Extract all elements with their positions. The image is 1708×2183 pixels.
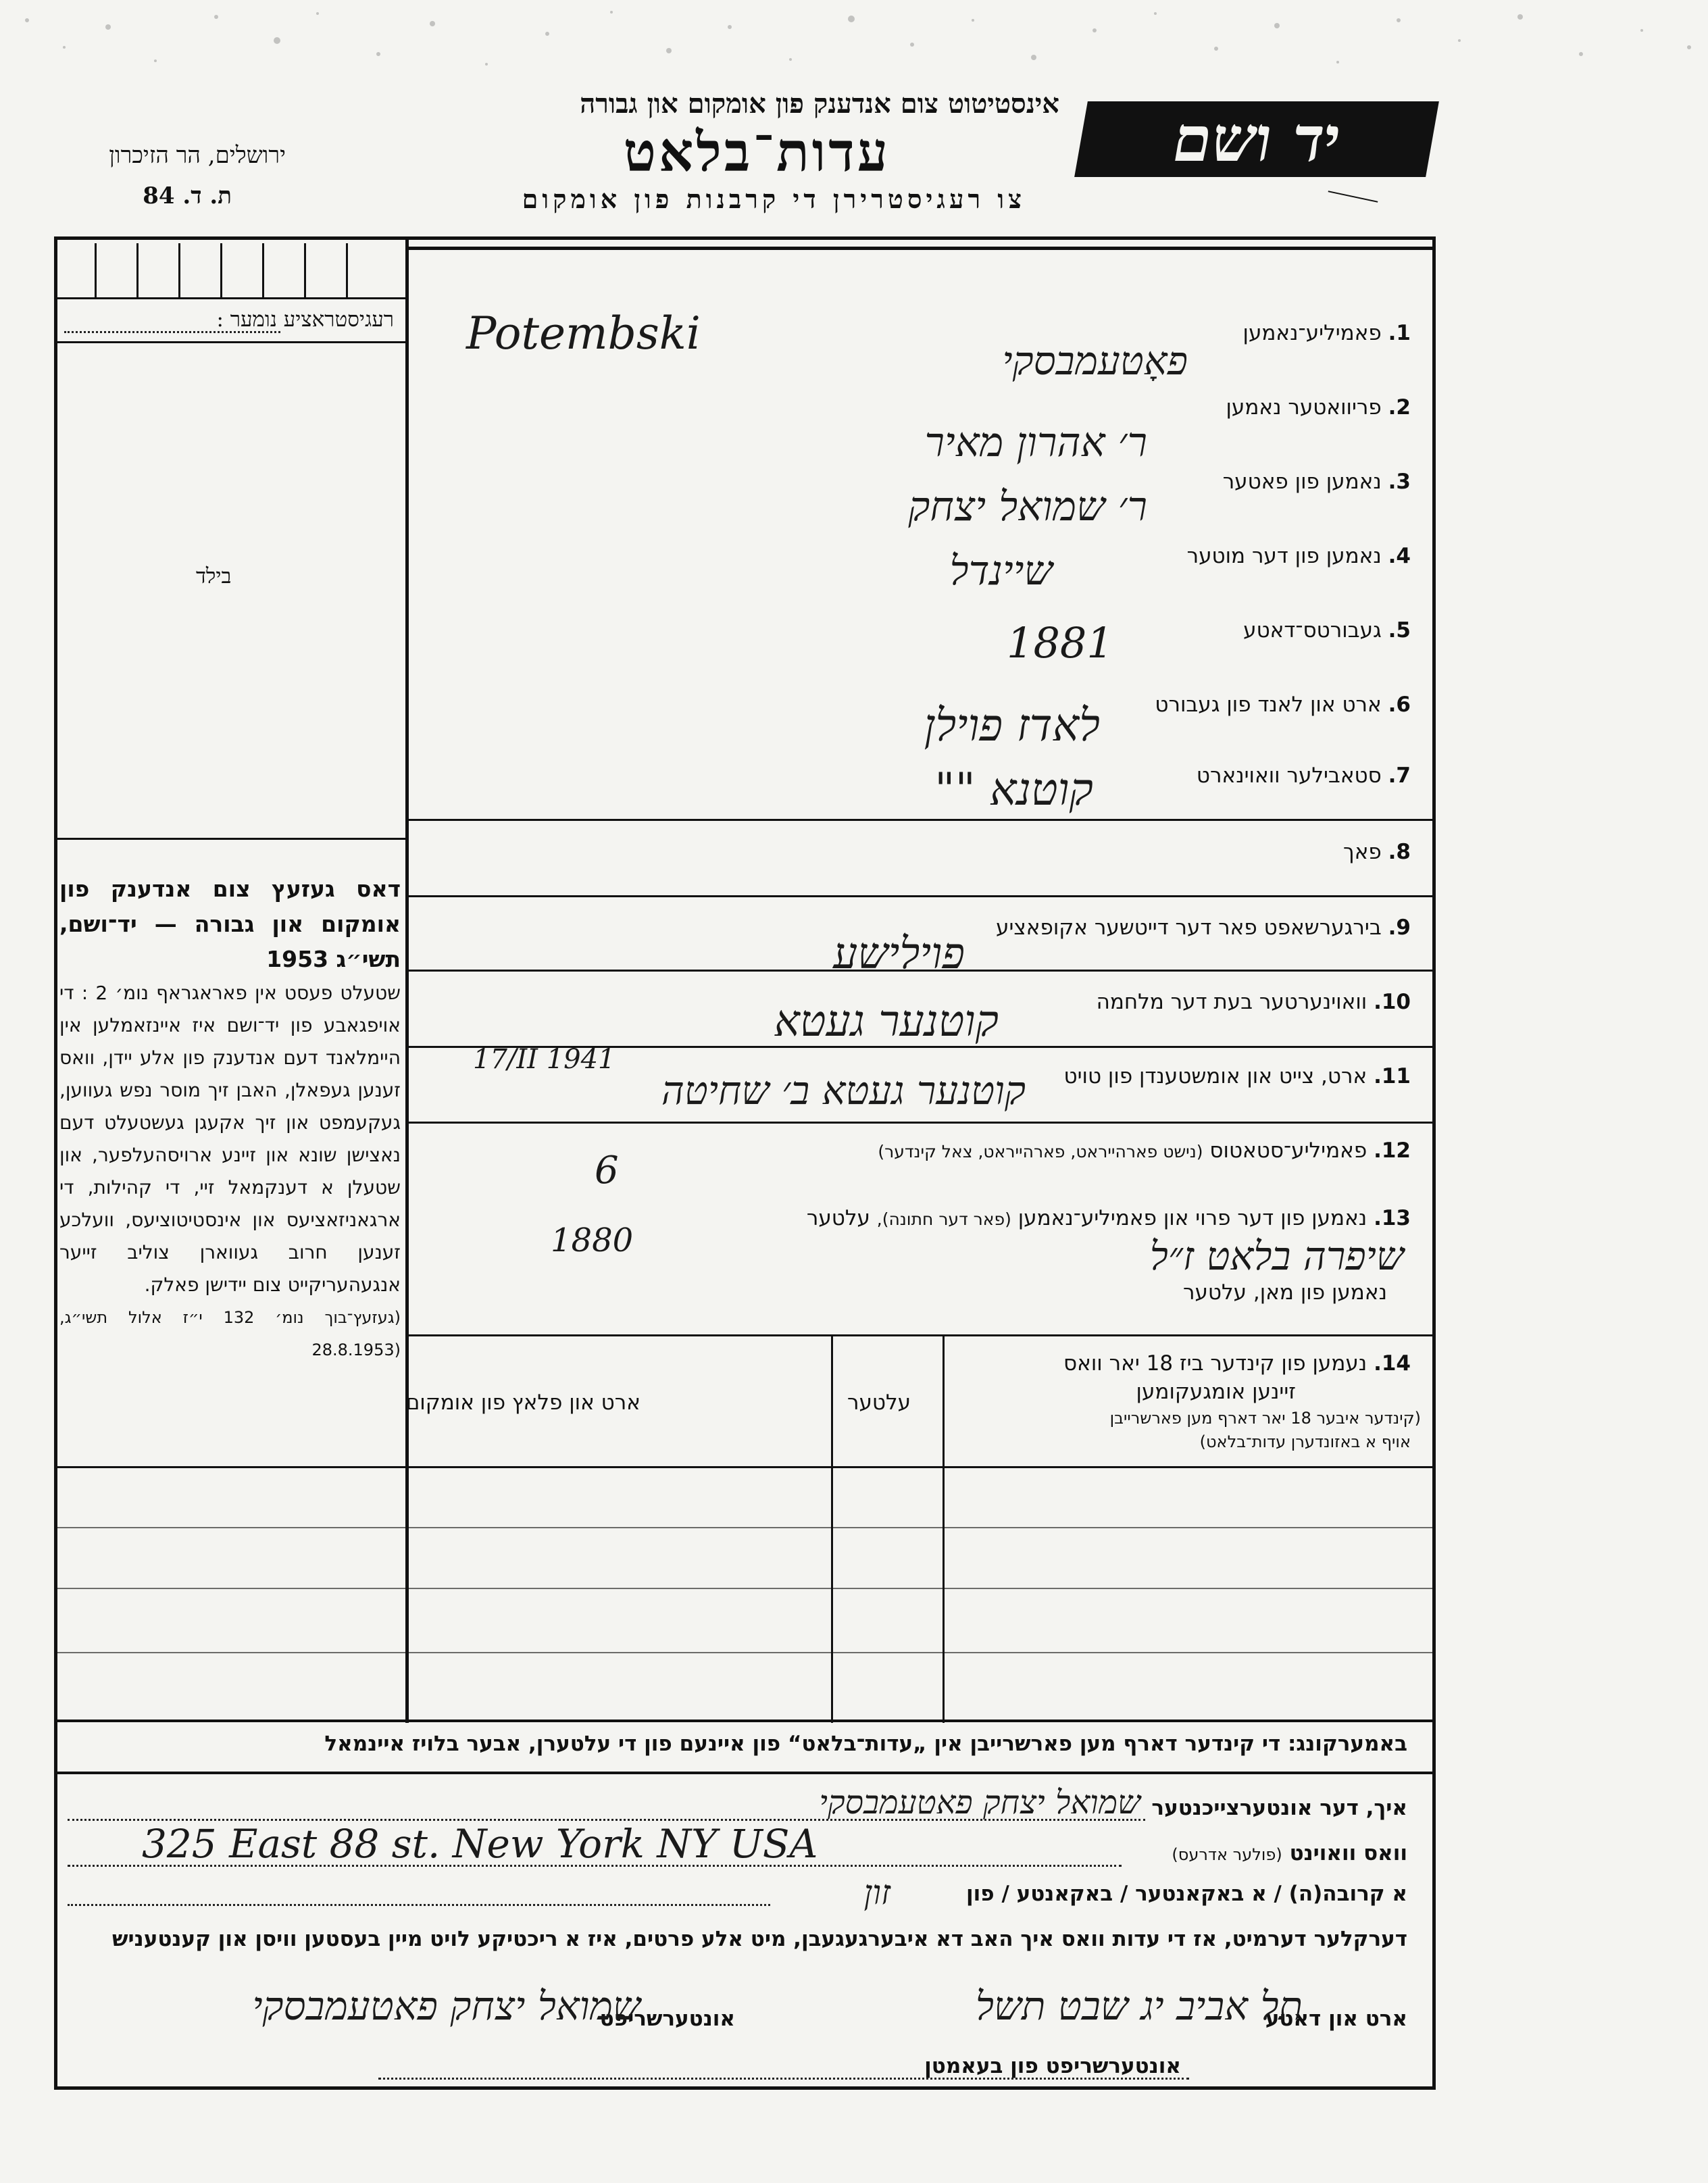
official-signature-label: אונטערשריפט פון בעאמטן [924, 2054, 1181, 2078]
field-label: נאמען פון דער מוטער [1186, 544, 1382, 568]
field-label: וואוינערטער בעת דער מלחמה [1096, 990, 1367, 1014]
field-label: נאמען פון פאטער [1222, 470, 1382, 494]
field-value-year[interactable]: 1880 [551, 1222, 634, 1259]
field-hint: (פאר דער חתונה), [876, 1209, 1011, 1229]
place-date-value[interactable]: תל אביב יג שבט תשל [975, 1983, 1303, 2029]
place-date-label: ארט און דאטע [1265, 2007, 1407, 2031]
field-label: פאך [1343, 840, 1382, 864]
field-number: 5. [1388, 618, 1411, 643]
registration-number-line[interactable] [64, 331, 280, 333]
field-value[interactable]: ר׳ שמואל יצחק [908, 483, 1147, 530]
row-separator [405, 1334, 1436, 1336]
field-value[interactable]: קוטנא "" [934, 763, 1093, 816]
row-separator [405, 1122, 1436, 1124]
law-note-reference: (געזעץ־בוך נומ׳ 132 י״ז אלול תשי״ג, (28.8.1953 [59, 1308, 401, 1359]
field-value[interactable]: ר׳ אהרון מאיר [924, 419, 1147, 466]
field-number: 12. [1374, 1138, 1411, 1163]
signature-label: אונטערשריפט [599, 2007, 735, 2031]
law-note-body: שטעלט פעסט אין פאראגראף נומ׳ 2 : די אויפגאבע פון יד־ושם איז איינזאמלען אין היימלאנד דעם אנדענק פון אלע יידן, וואס זענען געפאלן, האבן זיך מוסר נפש געווען, געקעמפט און זיך אקעגן געשטעלט דעם נאצישן שונא און זיינע ארויסהעלפער, און שטעלן א דענקמאל זיי, די קהילות, די ארגאניזאציעס און אינסטיטוציעס, וועלכע זענען חרוב געווארן צוליב זייער אנגעהעריקייט צום יידישן פאלק. [59, 982, 401, 1296]
declaration-text: דערקלער דערמיט, אז די עדות וואס איך האב דא איבערגעגעבן, מיט אלע פרטים, איז א ריכטיקע לויט מיין בעסטען וויסן און קענטעניש [112, 1927, 1407, 1951]
institute-name: אינסטיטוט צום אנדענק פון אומקום און גבורה [580, 88, 1059, 120]
field-value[interactable]: קוטנער געטא [774, 997, 999, 1047]
field-value[interactable]: 1881 [1007, 618, 1113, 668]
field-value-date[interactable]: 17/II 1941 [473, 1044, 616, 1075]
field-number: 1. [1388, 321, 1411, 345]
children-label-2: זיינען אומגעקומען [1136, 1380, 1296, 1404]
footer-note: באמערקונג: די קינדער דארף מען פארשרייבן אין „עדות־בלאט“ פון איינעם פון די עלטערן, אבער בלויז איינמאל [324, 1732, 1407, 1756]
yad-vashem-logo: יד ושם [1074, 101, 1439, 177]
relation-value[interactable]: זון [863, 1873, 890, 1912]
postbox-line: ת. ד. 84 [143, 182, 232, 209]
column-header-age: עלטער [847, 1390, 911, 1415]
field-value-hebrew[interactable]: פאָטעמבסקי [1002, 338, 1188, 384]
divider [54, 341, 409, 343]
field-value[interactable]: 6 [595, 1149, 619, 1193]
children-label: נעמען פון קינדער ביז 18 יאר וואס [1063, 1351, 1367, 1376]
field-number: 2. [1388, 395, 1411, 420]
field-value[interactable]: שיפרה בלאט ז״ל [1149, 1233, 1404, 1279]
form-title: עדות־בלאט [623, 120, 890, 184]
registration-number-label: רעגיסטראציע נומער : [216, 307, 394, 332]
children-hint-2: אויף א באזונדערן עדות־בלאט) [1199, 1432, 1411, 1451]
left-column-divider [405, 236, 409, 1723]
field-label: בירגערשאפט פאר דער דייטשער אקופאציע [996, 915, 1382, 940]
law-note-heading: דאס געזעץ צום אנדענק פון אומקום און גבורה — יד־ושם, תשי״ג 1953 [59, 876, 401, 972]
field-number: 7. [1388, 763, 1411, 788]
divider [54, 838, 409, 840]
field-value[interactable]: פוילישע [833, 929, 965, 979]
signature-value[interactable]: שמואל יצחק פאטעמבסקי [252, 1983, 640, 2029]
field-value[interactable]: Potembski [466, 307, 701, 359]
signer-value[interactable]: שמואל יצחק פאטעמבסקי [819, 1784, 1140, 1822]
address-hint: (פולער אדרעס) [1172, 1845, 1282, 1864]
field-label-husband: נאמען פון מאן, עלטער [1183, 1280, 1387, 1305]
location-line: ירושלים, הר הזיכרון [109, 142, 286, 169]
relation-label: א קרובה(ה) / א באקאנטער / באקאנטע / פון [966, 1882, 1407, 1906]
field-value[interactable]: שיינדל [949, 547, 1053, 595]
field-number: 11. [1374, 1064, 1411, 1088]
field-number: 6. [1388, 693, 1411, 717]
divider [54, 297, 409, 299]
row-separator [405, 895, 1436, 897]
row-separator [405, 819, 1436, 821]
address-label: וואס וואוינט [1289, 1841, 1407, 1865]
relation-line [68, 1904, 770, 1906]
field-number: 9. [1388, 915, 1411, 940]
field-number: 14. [1374, 1351, 1411, 1376]
field-label: פאמיליע־נאמען [1242, 321, 1382, 345]
frame-top-rule [405, 247, 1436, 250]
field-number: 3. [1388, 470, 1411, 494]
field-value[interactable]: קוטנער געטא ב׳ שחיטה [661, 1068, 1026, 1113]
field-label: נאמען פון דער פרוי און פאמיליע־נאמען [1018, 1206, 1367, 1230]
photo-box-label: בילד [196, 564, 232, 588]
field-label: געבורטס־דאטע [1243, 618, 1382, 643]
field-label: ארט און לאנד פון געבורט [1155, 693, 1382, 717]
form-subtitle: צו רעגיסטרירן די קרבנות פון אומקום [522, 184, 1026, 214]
law-note [59, 872, 401, 1366]
field-hint: (נישט פארהייראט, פארהייראט, צאל קינדער) [878, 1142, 1203, 1161]
field-label-age: עלטער [806, 1206, 870, 1230]
official-signature-line[interactable] [378, 2078, 1189, 2080]
field-label: ארט, צייט און אומשטענדן פון טויט [1063, 1064, 1367, 1088]
field-label: פריוואטער נאמען [1226, 395, 1382, 420]
scan-noise [0, 0, 1708, 81]
field-value[interactable]: לאדז פוילן [924, 699, 1100, 751]
field-label: פאמיליע־סטאטוס [1209, 1138, 1367, 1163]
field-number: 10. [1374, 990, 1411, 1014]
column-header-place: ארט און פלאץ פון אומקום [405, 1390, 640, 1415]
field-label: סטאבילער וואוינארט [1196, 763, 1382, 788]
pen-mark [1328, 191, 1378, 203]
address-value[interactable]: 325 East 88 st. New York NY USA [142, 1821, 818, 1867]
signer-label: איך, דער אונטערצייכנטער [1151, 1796, 1407, 1820]
field-number: 13. [1374, 1206, 1411, 1230]
children-hint-1: (קינדער איבער 18 יאר דארף מען פארשרייבן [1109, 1409, 1421, 1428]
field-number: 8. [1388, 840, 1411, 864]
field-number: 4. [1388, 544, 1411, 568]
